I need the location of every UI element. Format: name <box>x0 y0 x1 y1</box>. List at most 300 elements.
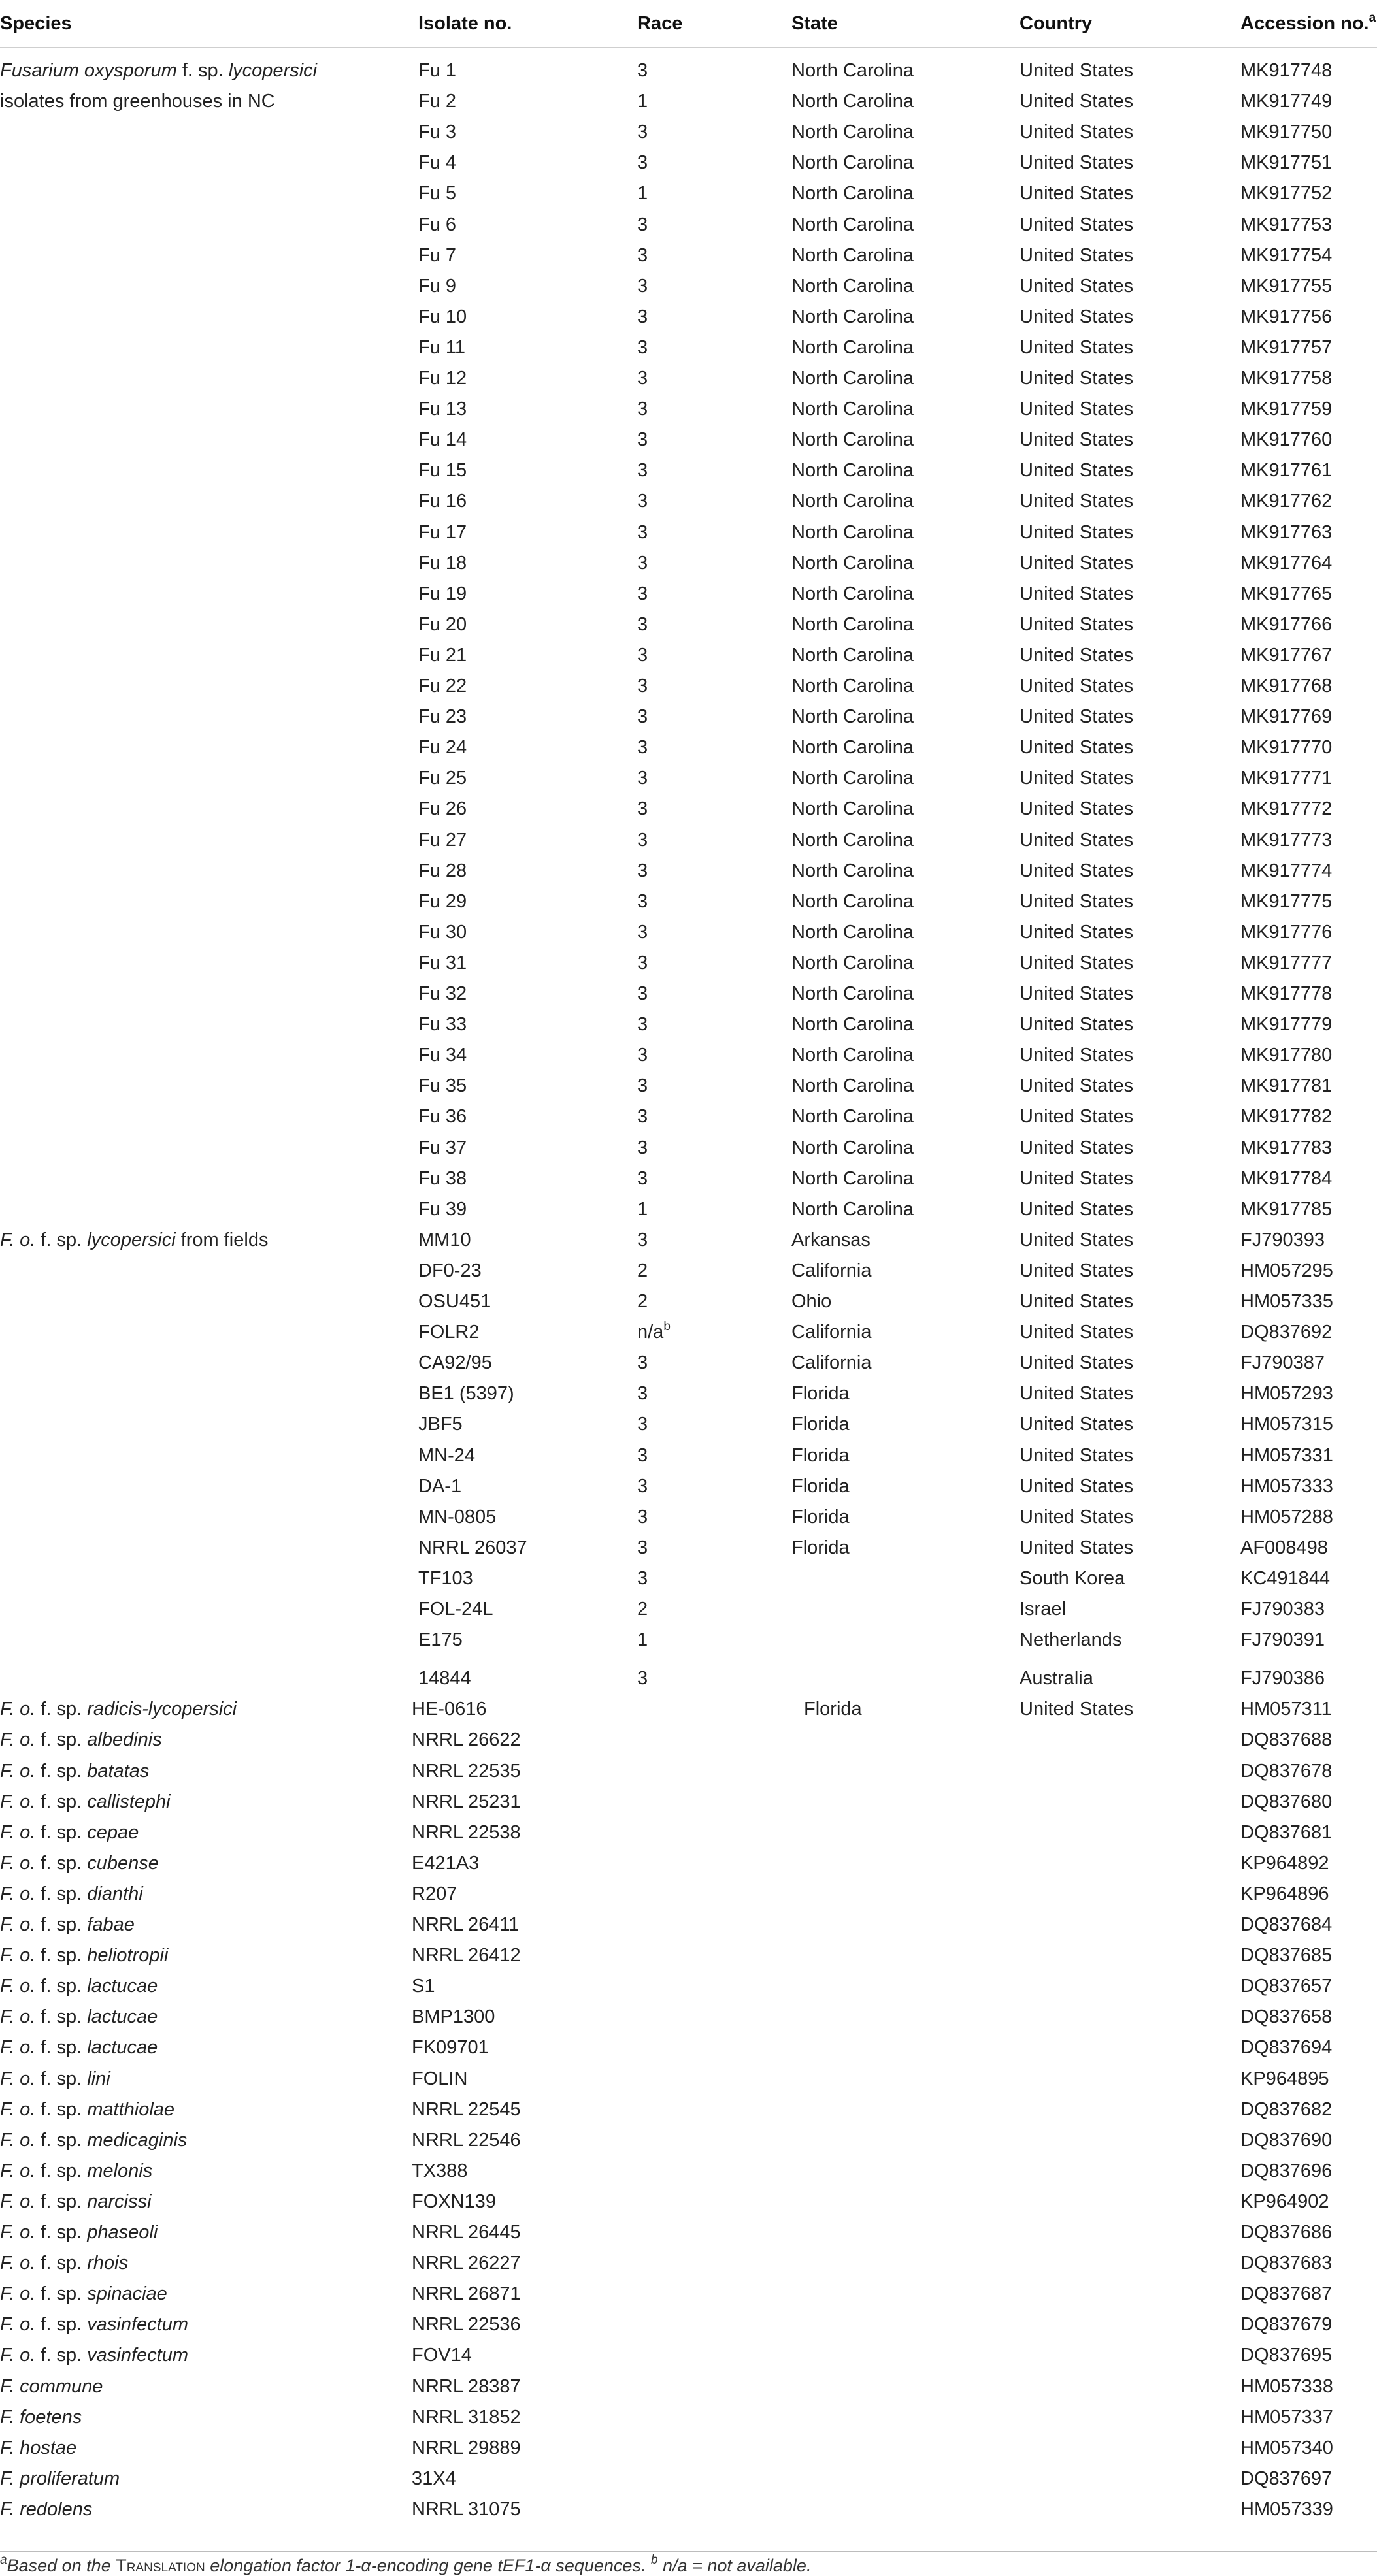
species-genus: Fusarium oxysporum <box>0 60 177 81</box>
cell-isolate: HE-0616 <box>412 1699 487 1720</box>
table-row <box>0 1697 1377 1728</box>
cell-state: North Carolina <box>791 644 914 666</box>
cell-isolate: NRRL 31852 <box>412 2406 521 2428</box>
cell-isolate: Fu 31 <box>418 952 467 973</box>
table-row <box>0 674 1377 705</box>
species-fsp: f. sp. <box>35 1791 88 1812</box>
species-name <box>0 1228 268 1252</box>
table-row <box>0 2128 1377 2159</box>
cell-accession: DQ837658 <box>1240 2006 1333 2028</box>
cell-accession: DQ837657 <box>1240 1976 1333 1997</box>
table-row <box>0 1821 1377 1851</box>
race-value: 3 <box>637 1229 648 1250</box>
table-row <box>0 582 1377 613</box>
cell-race: 3 <box>637 1075 648 1097</box>
cell-state: North Carolina <box>791 306 914 327</box>
species-name <box>0 2375 103 2398</box>
cell-isolate: NRRL 28387 <box>412 2375 521 2397</box>
cell-country: United States <box>1020 1699 1134 1720</box>
cell-country: United States <box>1020 1383 1134 1405</box>
cell-race: 3 <box>637 214 648 235</box>
table-row <box>0 274 1377 305</box>
cell-isolate: Fu 1 <box>418 60 457 81</box>
cell-accession: DQ837694 <box>1240 2037 1333 2059</box>
cell-isolate: Fu 33 <box>418 1014 467 1035</box>
species-forma: matthiolae <box>87 2098 175 2120</box>
cell-accession: DQ837687 <box>1240 2283 1333 2305</box>
species-name <box>0 2436 76 2460</box>
race-value: 2 <box>637 1599 648 1620</box>
cell-isolate: MN-24 <box>418 1444 476 1466</box>
species-fsp: f. sp. <box>35 2345 88 2366</box>
cell-isolate: Fu 39 <box>418 1198 467 1220</box>
table-row <box>0 1851 1377 1882</box>
cell-isolate: NRRL 22535 <box>412 1760 521 1782</box>
species-abbr: F. o. <box>0 2314 36 2336</box>
cell-accession: HM057311 <box>1240 1699 1332 1720</box>
table-row <box>0 244 1377 274</box>
cell-race <box>637 1290 648 1313</box>
cell-country: United States <box>1020 399 1134 420</box>
cell-isolate: JBF5 <box>418 1414 463 1435</box>
cell-accession: DQ837680 <box>1240 1791 1333 1812</box>
table-row <box>0 213 1377 244</box>
cell-state: Florida <box>791 1383 850 1405</box>
cell-state: North Carolina <box>791 183 914 204</box>
cell-race: 3 <box>637 1045 648 1066</box>
cell-state: North Carolina <box>791 152 914 174</box>
cell-race <box>637 1444 648 1467</box>
species-name <box>0 1974 158 1998</box>
table-row <box>0 2436 1377 2467</box>
cell-country: United States <box>1020 1167 1134 1189</box>
cell-country: United States <box>1020 1198 1134 1220</box>
cell-accession: MK917760 <box>1240 429 1333 451</box>
cell-race: 3 <box>637 829 648 851</box>
cell-isolate: FOLIN <box>412 2068 468 2089</box>
table-row <box>0 828 1377 859</box>
species-abbr: F. o. <box>0 1945 36 1966</box>
species-forma: cepae <box>87 1821 139 1843</box>
race-value: n/a <box>637 1322 664 1343</box>
cell-accession: MK917759 <box>1240 399 1333 420</box>
table-row <box>0 766 1377 797</box>
cell-race: 3 <box>637 1137 648 1158</box>
cell-race: 3 <box>637 706 648 728</box>
cell-accession: MK917782 <box>1240 1106 1333 1128</box>
cell-isolate: DF0-23 <box>418 1260 482 1281</box>
cell-race: 3 <box>637 1106 648 1128</box>
species-forma: lycopersici <box>228 60 318 81</box>
species-forma: rhois <box>87 2253 129 2274</box>
table-row <box>0 1728 1377 1759</box>
cell-race <box>637 1259 648 1282</box>
race-value: 3 <box>637 1537 648 1558</box>
cell-accession: HM057340 <box>1240 2437 1333 2458</box>
cell-accession: KP964896 <box>1240 1883 1329 1904</box>
cell-accession: DQ837679 <box>1240 2314 1333 2336</box>
species-forma: batatas <box>87 1760 150 1782</box>
cell-country: United States <box>1020 706 1134 728</box>
cell-country: United States <box>1020 860 1134 881</box>
cell-race <box>637 1412 648 1436</box>
cell-isolate: FK09701 <box>412 2037 489 2059</box>
cell-isolate: FOXN139 <box>412 2191 496 2212</box>
cell-isolate: Fu 3 <box>418 122 457 143</box>
cell-isolate: Fu 27 <box>418 829 467 851</box>
cell-accession: FJ790393 <box>1240 1229 1325 1250</box>
race-value: 2 <box>637 1260 648 1281</box>
cell-accession: MK917784 <box>1240 1167 1333 1189</box>
species-fsp: f. sp. <box>35 2160 88 2181</box>
cell-race: 3 <box>637 737 648 758</box>
cell-accession: MK917761 <box>1240 460 1333 481</box>
cell-race: 3 <box>637 460 648 481</box>
cell-country: United States <box>1020 1475 1134 1497</box>
table-row <box>0 921 1377 951</box>
table-row <box>0 2067 1377 2098</box>
cell-isolate: NRRL 26871 <box>412 2283 521 2305</box>
cell-state: North Carolina <box>791 952 914 973</box>
cell-state: North Carolina <box>791 214 914 235</box>
cell-country: United States <box>1020 583 1134 604</box>
cell-country: United States <box>1020 152 1134 174</box>
table-row <box>0 521 1377 551</box>
species-name <box>0 1944 168 1967</box>
cell-accession: HM057288 <box>1240 1506 1333 1527</box>
cell-state: Florida <box>791 1414 850 1435</box>
cell-accession: MK917779 <box>1240 1014 1333 1035</box>
table-row <box>0 367 1377 397</box>
species-fsp: f. sp. <box>35 2037 88 2059</box>
cell-race <box>637 1505 648 1529</box>
cell-state: California <box>791 1352 872 1374</box>
table-row <box>0 489 1377 520</box>
cell-isolate: NRRL 26412 <box>412 1945 521 1966</box>
cell-state: North Carolina <box>791 91 914 112</box>
table-row <box>0 2282 1377 2313</box>
cell-accession: MK917774 <box>1240 860 1333 881</box>
table-row <box>0 336 1377 367</box>
cell-accession: DQ837690 <box>1240 2129 1333 2151</box>
cell-accession: MK917765 <box>1240 583 1333 604</box>
race-footnote-mark: b <box>663 1320 671 1334</box>
cell-isolate: Fu 9 <box>418 275 457 297</box>
species-fsp: f. sp. <box>35 1229 88 1250</box>
table-row <box>0 1628 1377 1659</box>
cell-isolate: Fu 4 <box>418 152 457 174</box>
species-name <box>0 2005 158 2029</box>
cell-accession: MK917754 <box>1240 244 1333 266</box>
species-name <box>0 2405 82 2429</box>
species-name <box>0 2159 152 2183</box>
cell-country: United States <box>1020 60 1134 81</box>
cell-country: United States <box>1020 214 1134 235</box>
table-row <box>0 2343 1377 2374</box>
table-row <box>0 1136 1377 1167</box>
cell-country: United States <box>1020 890 1134 912</box>
species-name <box>0 1759 149 1783</box>
species-forma: radicis-lycopersici <box>87 1699 237 1720</box>
cell-state: North Carolina <box>791 399 914 420</box>
cell-race: 3 <box>637 613 648 635</box>
cell-state: North Carolina <box>791 737 914 758</box>
species-fsp: f. sp. <box>176 60 229 81</box>
cell-accession: HM057315 <box>1240 1414 1333 1435</box>
cell-country: Australia <box>1020 1668 1093 1689</box>
table-row <box>0 1882 1377 1913</box>
table-row <box>0 859 1377 890</box>
table-row <box>0 1667 1377 1697</box>
cell-race: 1 <box>637 183 648 204</box>
cell-accession: DQ837695 <box>1240 2345 1333 2366</box>
cell-isolate: Fu 25 <box>418 768 467 789</box>
species-note: isolates from greenhouses in NC <box>0 91 275 112</box>
species-name <box>0 2251 128 2275</box>
cell-isolate: Fu 36 <box>418 1106 467 1128</box>
table-row <box>0 428 1377 459</box>
cell-accession: MK917785 <box>1240 1198 1333 1220</box>
table-row <box>0 2313 1377 2343</box>
cell-accession: MK917757 <box>1240 336 1333 358</box>
table-row <box>0 1290 1377 1320</box>
cell-state: Florida <box>791 1506 850 1527</box>
cell-race: 1 <box>637 1198 648 1220</box>
cell-accession: MK917778 <box>1240 983 1333 1004</box>
table-row <box>0 1444 1377 1475</box>
header-isolate: Isolate no. <box>418 13 512 34</box>
cell-isolate: BE1 (5397) <box>418 1383 514 1405</box>
species-abbr: F. o. <box>0 1883 36 1904</box>
cell-race: 3 <box>637 491 648 512</box>
cell-accession: MK917776 <box>1240 921 1333 943</box>
species-name <box>0 2036 158 2059</box>
table-row <box>0 613 1377 644</box>
cell-country: United States <box>1020 91 1134 112</box>
cell-race: 3 <box>637 798 648 820</box>
species-name <box>0 2467 120 2490</box>
species-name <box>0 2190 152 2213</box>
species-forma: lactucae <box>87 2037 158 2059</box>
table-row <box>0 1351 1377 1382</box>
cell-race: 3 <box>637 1014 648 1035</box>
table-row <box>0 151 1377 182</box>
table-header <box>0 0 1377 48</box>
cell-accession: FJ790387 <box>1240 1352 1325 1374</box>
cell-state: North Carolina <box>791 60 914 81</box>
species-abbr: F. o. <box>0 2098 36 2120</box>
cell-accession: MK917773 <box>1240 829 1333 851</box>
cell-race: 3 <box>637 521 648 543</box>
table-row <box>0 1944 1377 1974</box>
cell-isolate: FOV14 <box>412 2345 472 2366</box>
cell-country: United States <box>1020 275 1134 297</box>
species-fsp: f. sp. <box>35 1914 88 1935</box>
table-row <box>0 1382 1377 1412</box>
table-row <box>0 2251 1377 2282</box>
species-abbr: F. o. <box>0 2283 36 2305</box>
species-forma: lycopersici <box>87 1229 176 1250</box>
cell-state: Arkansas <box>791 1229 871 1250</box>
cell-country: United States <box>1020 244 1134 266</box>
cell-race <box>637 1351 648 1375</box>
cell-isolate: Fu 2 <box>418 91 457 112</box>
cell-country: United States <box>1020 983 1134 1004</box>
species-fsp: f. sp. <box>35 1821 88 1843</box>
table-row <box>0 736 1377 766</box>
species-name <box>0 1882 143 1906</box>
table-row <box>0 551 1377 582</box>
cell-isolate: DA-1 <box>418 1475 462 1497</box>
cell-state: North Carolina <box>791 829 914 851</box>
cell-country: United States <box>1020 1260 1134 1281</box>
cell-country: United States <box>1020 429 1134 451</box>
species-abbr: F. proliferatum <box>0 2468 120 2489</box>
species-forma: lactucae <box>87 1976 158 1997</box>
table-row <box>0 2467 1377 2498</box>
table-row <box>0 1228 1377 1259</box>
species-abbr: F. o. <box>0 1699 36 1720</box>
cell-isolate: NRRL 22536 <box>412 2314 521 2336</box>
cell-accession: FJ790383 <box>1240 1599 1325 1620</box>
species-forma: fabae <box>87 1914 135 1935</box>
cell-state: North Carolina <box>791 890 914 912</box>
table-row <box>0 2190 1377 2221</box>
table-row <box>0 2098 1377 2128</box>
species-forma: lactucae <box>87 2006 158 2028</box>
cell-race: 3 <box>637 275 648 297</box>
cell-country: United States <box>1020 613 1134 635</box>
cell-state: North Carolina <box>791 1167 914 1189</box>
species-name <box>0 2221 158 2244</box>
cell-state: North Carolina <box>791 552 914 574</box>
cell-isolate: Fu 19 <box>418 583 467 604</box>
cell-isolate: TX388 <box>412 2160 468 2181</box>
cell-accession: MK917752 <box>1240 183 1333 204</box>
cell-state: North Carolina <box>791 1137 914 1158</box>
cell-state: North Carolina <box>791 1075 914 1097</box>
cell-race: 1 <box>637 91 648 112</box>
cell-accession: KC491844 <box>1240 1567 1331 1589</box>
header-country: Country <box>1020 13 1093 34</box>
table-row <box>0 1320 1377 1351</box>
table-bottom-rule <box>0 2551 1377 2552</box>
cell-country: South Korea <box>1020 1567 1125 1589</box>
species-abbr: F. o. <box>0 2160 36 2181</box>
cell-state: North Carolina <box>791 429 914 451</box>
species-abbr: F. o. <box>0 1729 36 1751</box>
cell-state: North Carolina <box>791 583 914 604</box>
table-row <box>0 951 1377 982</box>
cell-race: 3 <box>637 1167 648 1189</box>
cell-isolate: Fu 5 <box>418 183 457 204</box>
species-fsp: f. sp. <box>35 2068 88 2089</box>
species-abbr: F. o. <box>0 1760 36 1782</box>
cell-state: North Carolina <box>791 706 914 728</box>
cell-isolate: 31X4 <box>412 2468 456 2489</box>
cell-country: United States <box>1020 1444 1134 1466</box>
cell-isolate: NRRL 26622 <box>412 1729 521 1751</box>
cell-state: North Carolina <box>791 275 914 297</box>
cell-accession: KP964892 <box>1240 1852 1329 1874</box>
race-value: 3 <box>637 1567 648 1589</box>
species-fsp: f. sp. <box>35 2006 88 2028</box>
species-note: from fields <box>175 1229 269 1250</box>
cell-accession: HM057335 <box>1240 1291 1333 1312</box>
cell-race <box>637 1628 648 1652</box>
table-row <box>0 1974 1377 2005</box>
cell-isolate: NRRL 22538 <box>412 1821 521 1843</box>
header-species: Species <box>0 13 72 34</box>
cell-isolate: NRRL 25231 <box>412 1791 521 1812</box>
cell-isolate: E175 <box>418 1629 463 1651</box>
species-name <box>0 2282 167 2306</box>
cell-accession: FJ790386 <box>1240 1668 1325 1689</box>
cell-state: North Carolina <box>791 676 914 696</box>
table-row <box>0 2159 1377 2190</box>
table-row <box>0 1913 1377 1944</box>
cell-state: North Carolina <box>791 798 914 820</box>
cell-race: 3 <box>637 306 648 327</box>
cell-isolate: NRRL 29889 <box>412 2437 521 2458</box>
species-name <box>0 2098 174 2121</box>
species-abbr: F. o. <box>0 2129 36 2151</box>
table-row <box>0 2005 1377 2036</box>
table-row <box>0 1475 1377 1505</box>
cell-accession: AF008498 <box>1240 1537 1328 1558</box>
cell-accession: MK917783 <box>1240 1137 1333 1158</box>
cell-isolate: Fu 13 <box>418 399 467 420</box>
cell-race <box>637 1320 671 1344</box>
cell-state: North Carolina <box>791 521 914 543</box>
cell-race <box>637 1382 648 1405</box>
cell-isolate: Fu 34 <box>418 1045 467 1066</box>
cell-isolate: MM10 <box>418 1229 471 1250</box>
cell-state: North Carolina <box>791 1106 914 1128</box>
species-abbr: F. o. <box>0 2253 36 2274</box>
cell-accession: MK917755 <box>1240 275 1333 297</box>
cell-country: United States <box>1020 1014 1134 1035</box>
cell-accession: HM057337 <box>1240 2406 1333 2428</box>
species-fsp: f. sp. <box>35 1945 88 1966</box>
table-row <box>0 1013 1377 1043</box>
cell-isolate: Fu 17 <box>418 521 467 543</box>
cell-accession: MK917762 <box>1240 491 1333 512</box>
table-row <box>0 1167 1377 1198</box>
cell-country: United States <box>1020 737 1134 758</box>
species-fsp: f. sp. <box>35 2191 88 2212</box>
species-forma: dianthi <box>87 1883 143 1904</box>
cell-isolate: Fu 10 <box>418 306 467 327</box>
cell-accession: MK917763 <box>1240 521 1333 543</box>
cell-state: Florida <box>791 1537 850 1558</box>
table-row <box>0 1043 1377 1074</box>
table-row <box>0 2405 1377 2436</box>
cell-race: 3 <box>637 122 648 143</box>
table-row <box>0 1198 1377 1228</box>
table-row <box>0 397 1377 428</box>
race-value: 3 <box>637 1506 648 1527</box>
cell-race: 3 <box>637 644 648 666</box>
cell-accession: DQ837678 <box>1240 1760 1333 1782</box>
species-fsp: f. sp. <box>35 2129 88 2151</box>
cell-country: United States <box>1020 122 1134 143</box>
cell-race: 3 <box>637 890 648 912</box>
species-abbr: F. o. <box>0 2068 36 2089</box>
table-row <box>0 2375 1377 2405</box>
species-abbr: F. o. <box>0 1852 36 1874</box>
cell-state: North Carolina <box>791 1198 914 1220</box>
